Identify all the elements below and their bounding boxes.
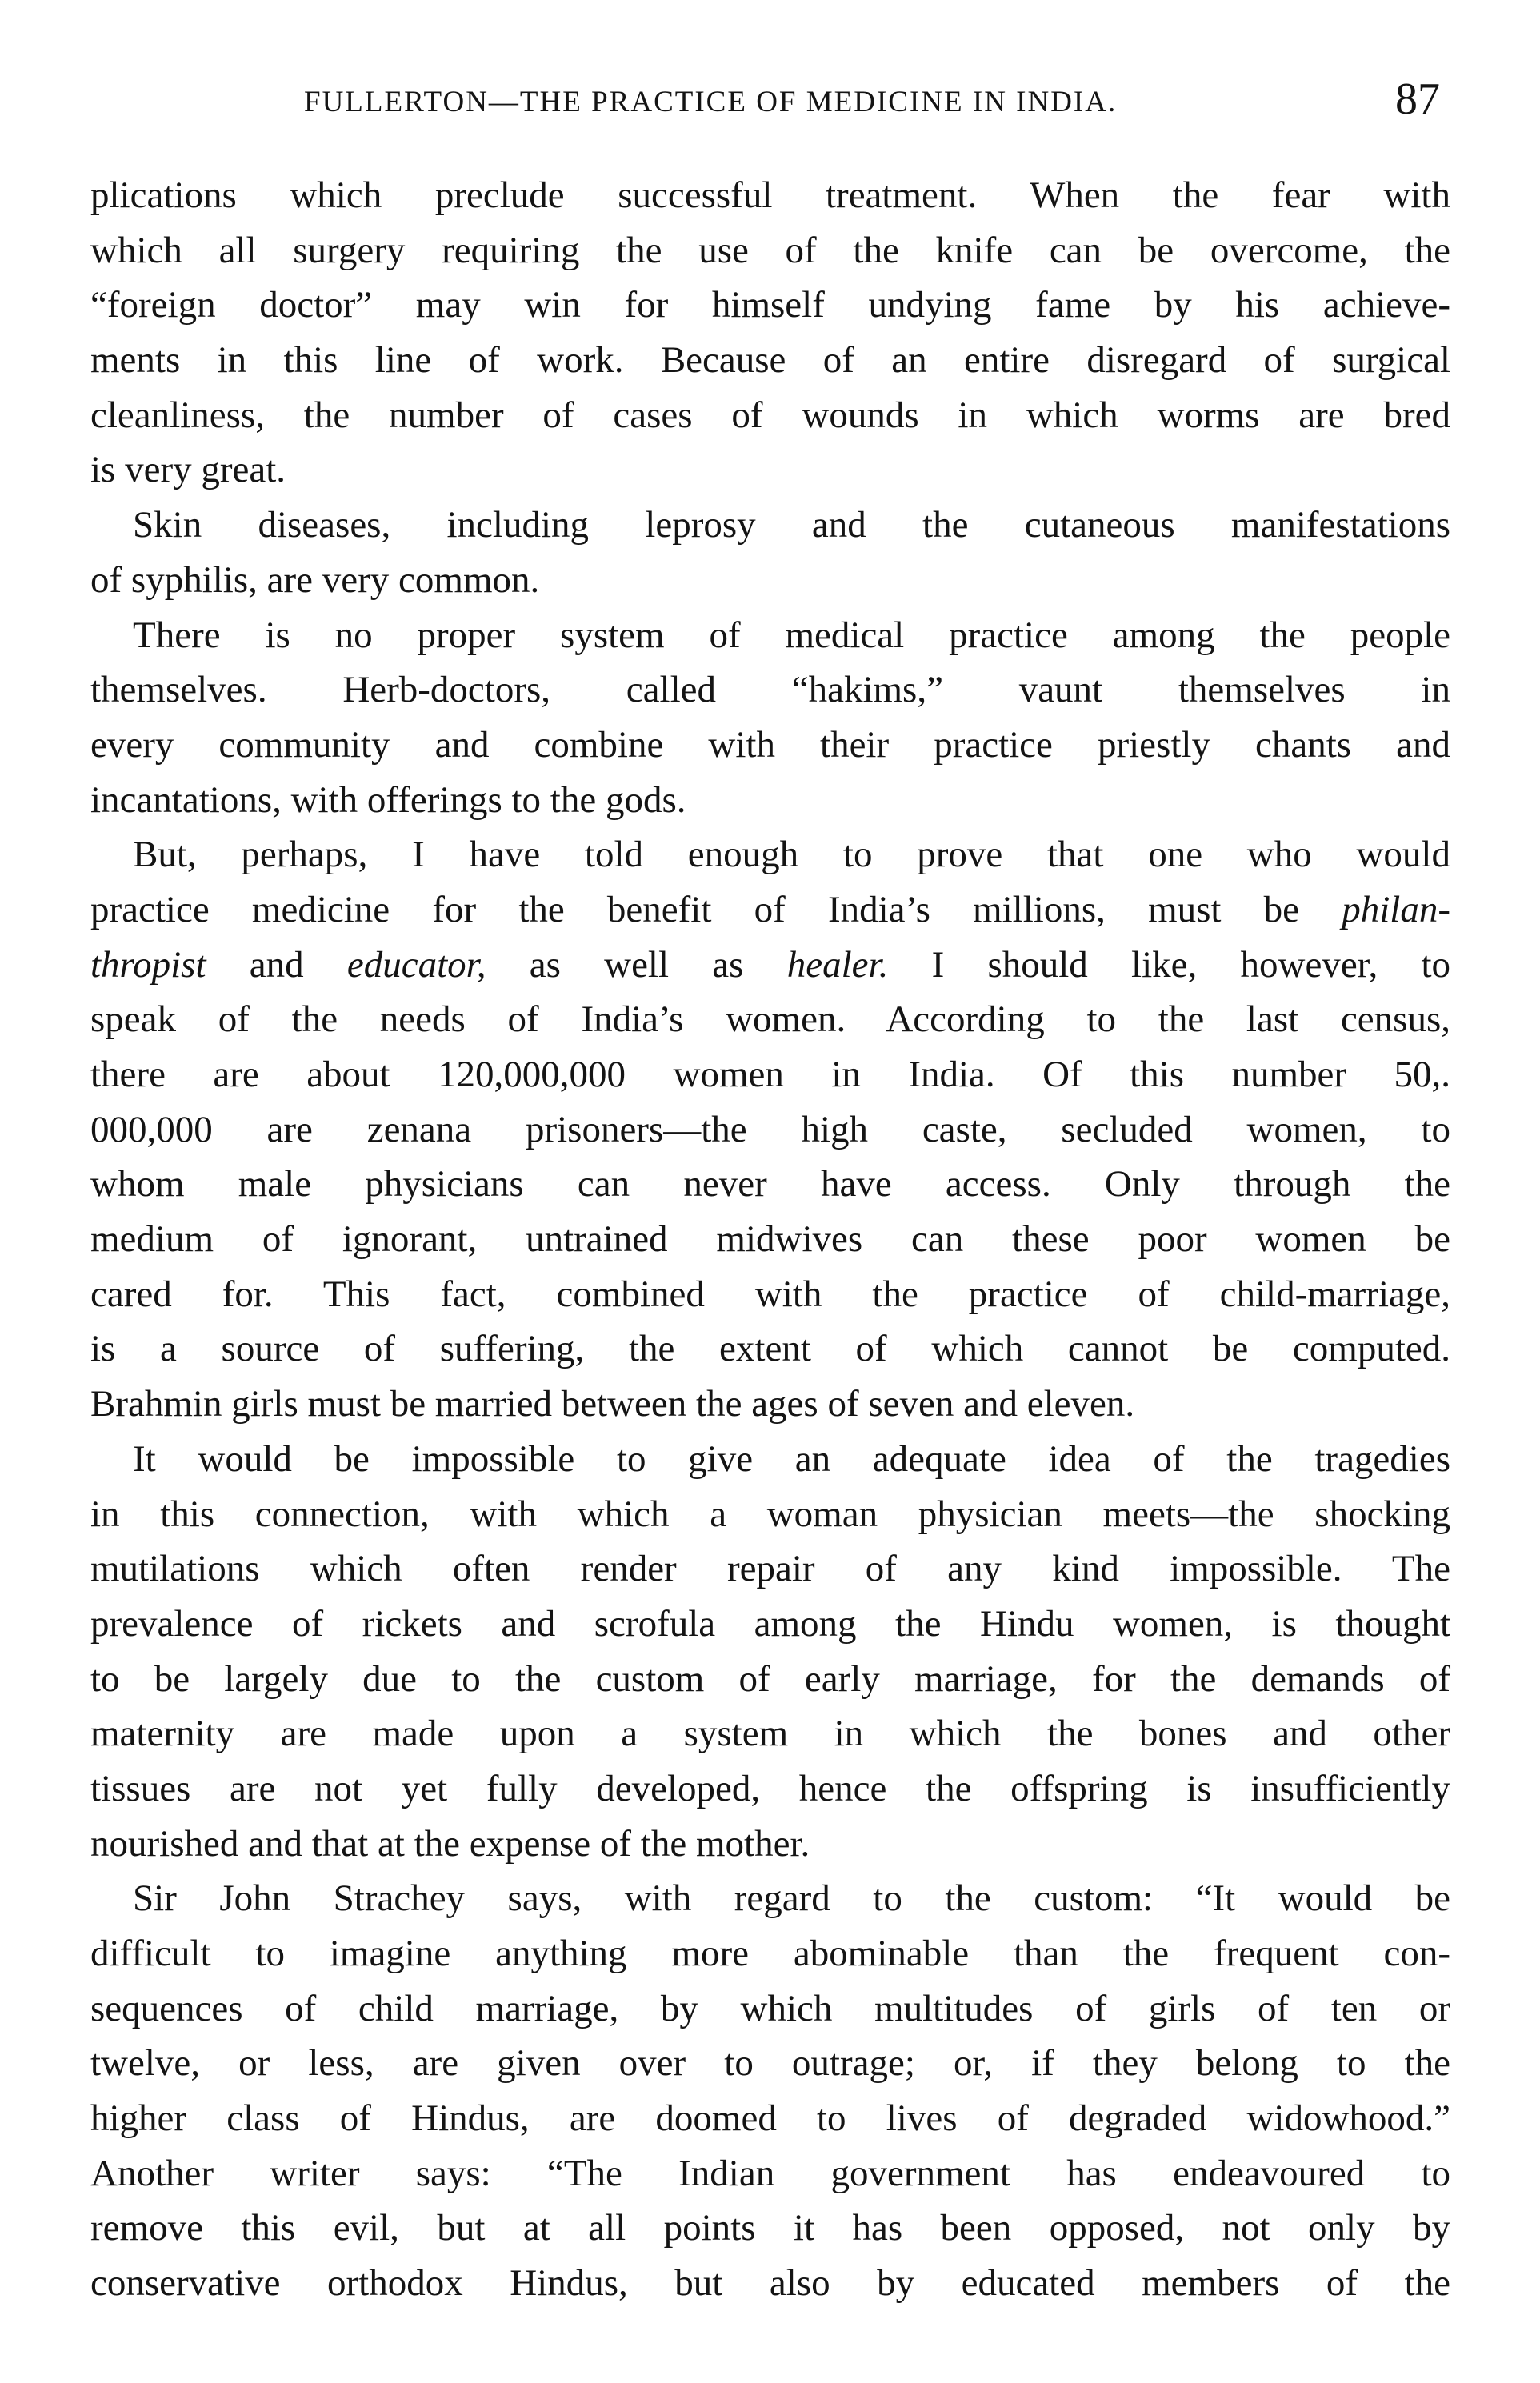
page-number: 87	[1395, 74, 1440, 124]
text-line	[90, 938, 1450, 993]
text-line: Brahmin girls must be married between the ages of seven and eleven.	[90, 1383, 1135, 1425]
text-line: mutilations which often render repair of any kind impossible. The	[90, 1548, 1450, 1590]
text-line: themselves. Herb-doctors, called “hakims,” vaunt themselves in	[90, 669, 1450, 711]
text-run-italic: thropist	[90, 943, 206, 986]
text-line: whom male physicians can never have access. Only through the	[90, 1163, 1450, 1205]
text-line: But, perhaps, I have told enough to prove that one who would	[133, 834, 1450, 876]
text-run-italic: educator,	[346, 943, 486, 986]
text-line: “foreign doctor” may win for himself undying fame by his achieve-	[90, 284, 1450, 326]
text-run-italic: philan-	[1342, 888, 1450, 930]
text-line: nourished and that at the expense of the mother.	[90, 1822, 810, 1865]
text-line: difficult to imagine anything more abominable than the frequent con-	[90, 1933, 1450, 1974]
text-line: conservative orthodox Hindus, but also by educated members of the	[90, 2262, 1450, 2305]
text-line: speak of the needs of India’s women. According to the last census,	[90, 998, 1450, 1041]
text-line: 000,000 are zenana prisoners—the high caste, secluded women, to	[90, 1108, 1450, 1150]
text-line: Sir John Strachey says, with regard to the custom: “It would be	[133, 1877, 1450, 1920]
text-line: There is no proper system of medical practice among the people	[133, 614, 1450, 656]
running-head: FULLERTON—THE PRACTICE OF MEDICINE IN INDIA.	[304, 86, 1118, 118]
text-run: I should like, however, to	[888, 943, 1451, 986]
text-line: plications which preclude successful treatment. When the fear with	[90, 174, 1450, 216]
text-line: is very great.	[90, 449, 286, 491]
text-line: remove this evil, but at all points it has been opposed, not only by	[90, 2207, 1450, 2249]
text-line	[90, 882, 1450, 938]
text-line: twelve, or less, are given over to outrage; or, if they belong to the	[90, 2042, 1450, 2085]
text-line: medium of ignorant, untrained midwives can these poor women be	[90, 1218, 1450, 1261]
text-line: prevalence of rickets and scrofula among the Hindu women, is thought	[90, 1602, 1450, 1645]
text-line: sequences of child marriage, by which multitudes of girls of ten or	[90, 1987, 1450, 2029]
text-line: there are about 120,000,000 women in India. Of this number 50,.	[90, 1054, 1450, 1095]
text-run: practice medicine for the benefit of India’s millions, must be	[90, 888, 1342, 930]
text-line: every community and combine with their practice priestly chants and	[90, 723, 1450, 766]
text-line: cared for. This fact, combined with the practice of child-marriage,	[90, 1273, 1450, 1315]
text-line: Another writer says: “The Indian government has endeavoured to	[90, 2152, 1450, 2194]
text-line: ments in this line of work. Because of an entire disregard of surgical	[90, 339, 1450, 382]
text-line: of syphilis, are very common.	[90, 558, 540, 601]
text-line: which all surgery requiring the use of the knife can be overcome, the	[90, 229, 1450, 271]
text-line: It would be impossible to give an adequate idea of the tragedies	[133, 1437, 1450, 1480]
text-line: incantations, with offerings to the gods.	[90, 778, 686, 821]
text-line: is a source of suffering, the extent of which cannot be computed.	[90, 1328, 1450, 1370]
text-line: maternity are made upon a system in which the bones and other	[90, 1713, 1450, 1755]
page-header	[304, 74, 1440, 138]
text-line: to be largely due to the custom of early marriage, for the demands of	[90, 1657, 1450, 1700]
text-line: Skin diseases, including leprosy and the cutaneous manifestations	[133, 504, 1450, 546]
text-line: cleanliness, the number of cases of wounds in which worms are bred	[90, 394, 1450, 436]
text-line: higher class of Hindus, are doomed to lives of degraded widowhood.”	[90, 2097, 1450, 2140]
text-run: and	[206, 943, 347, 986]
body-text	[90, 168, 1450, 2311]
text-line: tissues are not yet fully developed, hence the offspring is insufficiently	[90, 1767, 1450, 1809]
text-run: as well as	[486, 943, 787, 986]
text-run-italic: healer.	[786, 943, 889, 986]
text-line: in this connection, with which a woman physician meets—the shocking	[90, 1493, 1450, 1535]
